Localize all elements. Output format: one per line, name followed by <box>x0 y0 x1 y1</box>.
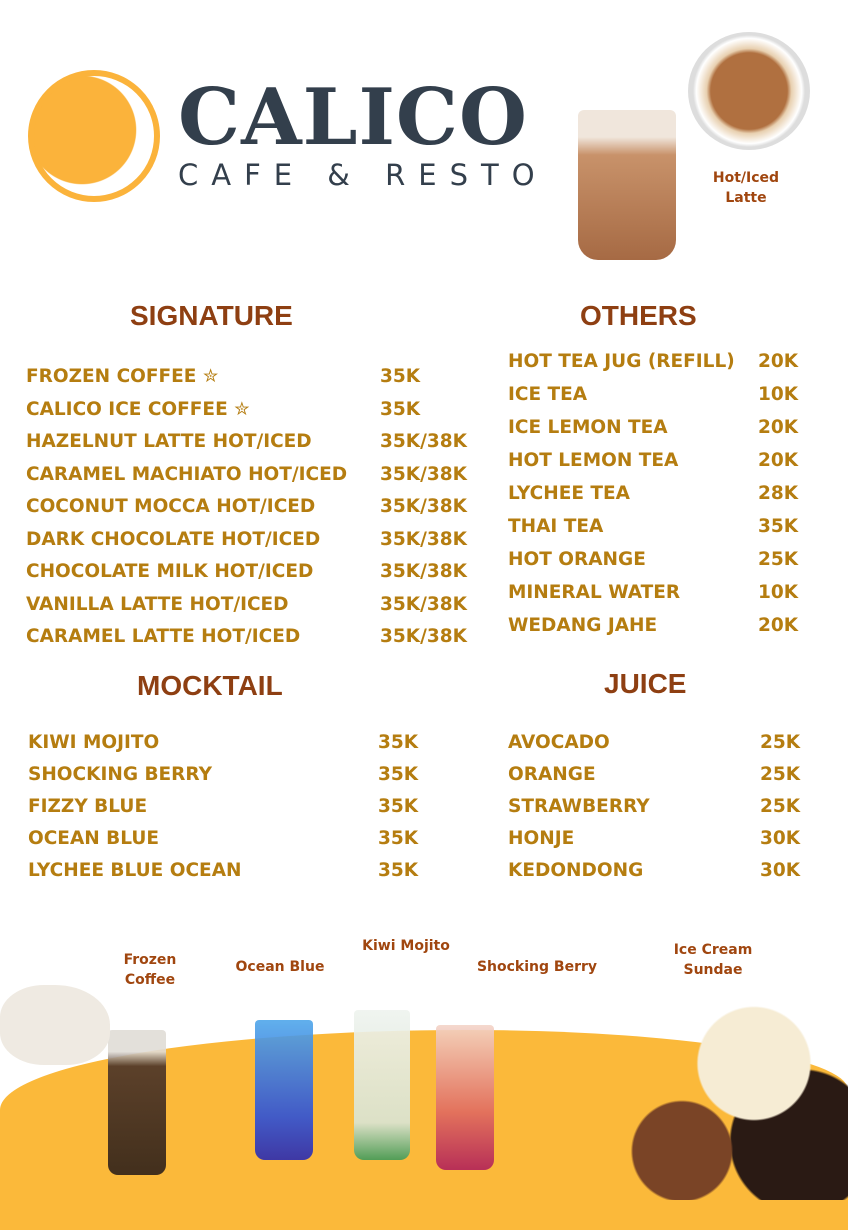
menu-item-price: 35K <box>378 828 419 849</box>
menu-item-price: 10K <box>758 582 799 603</box>
caption-ocean-blue: Ocean Blue <box>235 959 325 975</box>
menu-item-price: 35K <box>378 732 419 753</box>
menu-item-price: 20K <box>758 615 799 636</box>
menu-item-name: HOT LEMON TEA <box>508 450 679 471</box>
menu-item-name: MINERAL WATER <box>508 582 681 603</box>
menu-item-name: CARAMEL LATTE HOT/ICED <box>26 626 301 647</box>
menu-item-name: AVOCADO <box>508 732 610 753</box>
section-title-others: OTHERS <box>580 300 697 331</box>
menu-item-name: KEDONDONG <box>508 860 644 881</box>
menu-item-price: 35K/38K <box>380 463 467 485</box>
brand-name: CALICO <box>178 72 528 163</box>
menu-item-price: 25K <box>760 732 801 753</box>
menu-item-name: LYCHEE TEA <box>508 483 630 504</box>
menu-item-name: FIZZY BLUE <box>28 796 148 817</box>
menu-item-price: 35K <box>378 796 419 817</box>
menu-item-price: 35K/38K <box>380 431 467 452</box>
menu-item-name: OCEAN BLUE <box>28 828 160 849</box>
frozen-coffee-image <box>108 1030 166 1175</box>
menu-item-price: 35K/38K <box>380 593 467 615</box>
menu-item-name: SHOCKING BERRY <box>28 764 213 785</box>
menu-item-name: ORANGE <box>508 764 596 785</box>
menu-item-price: 35K/38K <box>380 561 467 582</box>
section-title-mocktail: MOCKTAIL <box>137 670 283 701</box>
menu-item-name: CALICO ICE COFFEE ✮ <box>26 398 250 420</box>
menu-item-name: KIWI MOJITO <box>28 732 160 753</box>
cat-logo-icon <box>28 70 160 202</box>
menu-item-name: CARAMEL MACHIATO HOT/ICED <box>26 463 348 485</box>
menu-item-name: LYCHEE BLUE OCEAN <box>28 860 242 881</box>
section-title-juice: JUICE <box>604 668 687 699</box>
coffee-cup-image <box>688 32 810 150</box>
menu-item-name: VANILLA LATTE HOT/ICED <box>26 593 289 615</box>
ocean-blue-image <box>255 1020 313 1160</box>
menu-item-name: THAI TEA <box>508 516 604 537</box>
menu-item-name: COCONUT MOCCA HOT/ICED <box>26 496 316 517</box>
caption-ice-cream-sundae: Ice Cream Sundae <box>673 942 753 978</box>
menu-item-name: ICE TEA <box>508 384 588 405</box>
iced-latte-image <box>578 110 676 260</box>
menu-item-name: ICE LEMON TEA <box>508 417 668 438</box>
menu-item-price: 35K <box>758 516 799 537</box>
menu-item-price: 35K <box>380 366 421 387</box>
menu-item-price: 25K <box>758 549 799 570</box>
menu-item-price: 30K <box>760 860 801 881</box>
kiwi-mojito-image <box>354 1010 410 1160</box>
ice-cream-sundae-image <box>610 1005 848 1200</box>
menu-item-name: HAZELNUT LATTE HOT/ICED <box>26 431 312 452</box>
caption-kiwi-mojito: Kiwi Mojito <box>362 938 450 954</box>
menu-item-price: 30K <box>760 828 801 849</box>
section-title-signature: SIGNATURE <box>130 300 293 331</box>
menu-item-price: 35K/38K <box>380 626 467 647</box>
shocking-berry-image <box>436 1025 494 1170</box>
menu-item-price: 20K <box>758 351 799 372</box>
caption-frozen-coffee: Frozen Coffee <box>123 952 177 988</box>
milk-jug-image <box>0 985 110 1065</box>
menu-item-price: 35K/38K <box>380 528 467 550</box>
menu-item-name: STRAWBERRY <box>508 796 650 817</box>
menu-item-price: 35K <box>378 860 419 881</box>
menu-item-name: FROZEN COFFEE ✮ <box>26 366 219 387</box>
caption-latte: Hot/Iced Latte <box>712 170 780 206</box>
caption-shocking-berry: Shocking Berry <box>476 959 598 975</box>
menu-item-name: WEDANG JAHE <box>508 615 658 636</box>
menu-item-price: 10K <box>758 384 799 405</box>
menu-item-price: 35K/38K <box>380 496 467 517</box>
menu-item-price: 25K <box>760 764 801 785</box>
menu-item-price: 20K <box>758 450 799 471</box>
brand-subtitle: CAFE & RESTO <box>178 158 548 192</box>
menu-item-name: HONJE <box>508 828 575 849</box>
menu-item-price: 25K <box>760 796 801 817</box>
menu-item-name: DARK CHOCOLATE HOT/ICED <box>26 528 321 550</box>
menu-item-name: HOT TEA JUG (REFILL) <box>508 351 735 372</box>
menu-item-name: HOT ORANGE <box>508 549 646 570</box>
menu-item-price: 35K <box>378 764 419 785</box>
menu-item-price: 35K <box>380 398 421 420</box>
menu-item-price: 20K <box>758 417 799 438</box>
menu-item-name: CHOCOLATE MILK HOT/ICED <box>26 561 314 582</box>
menu-item-price: 28K <box>758 483 799 504</box>
